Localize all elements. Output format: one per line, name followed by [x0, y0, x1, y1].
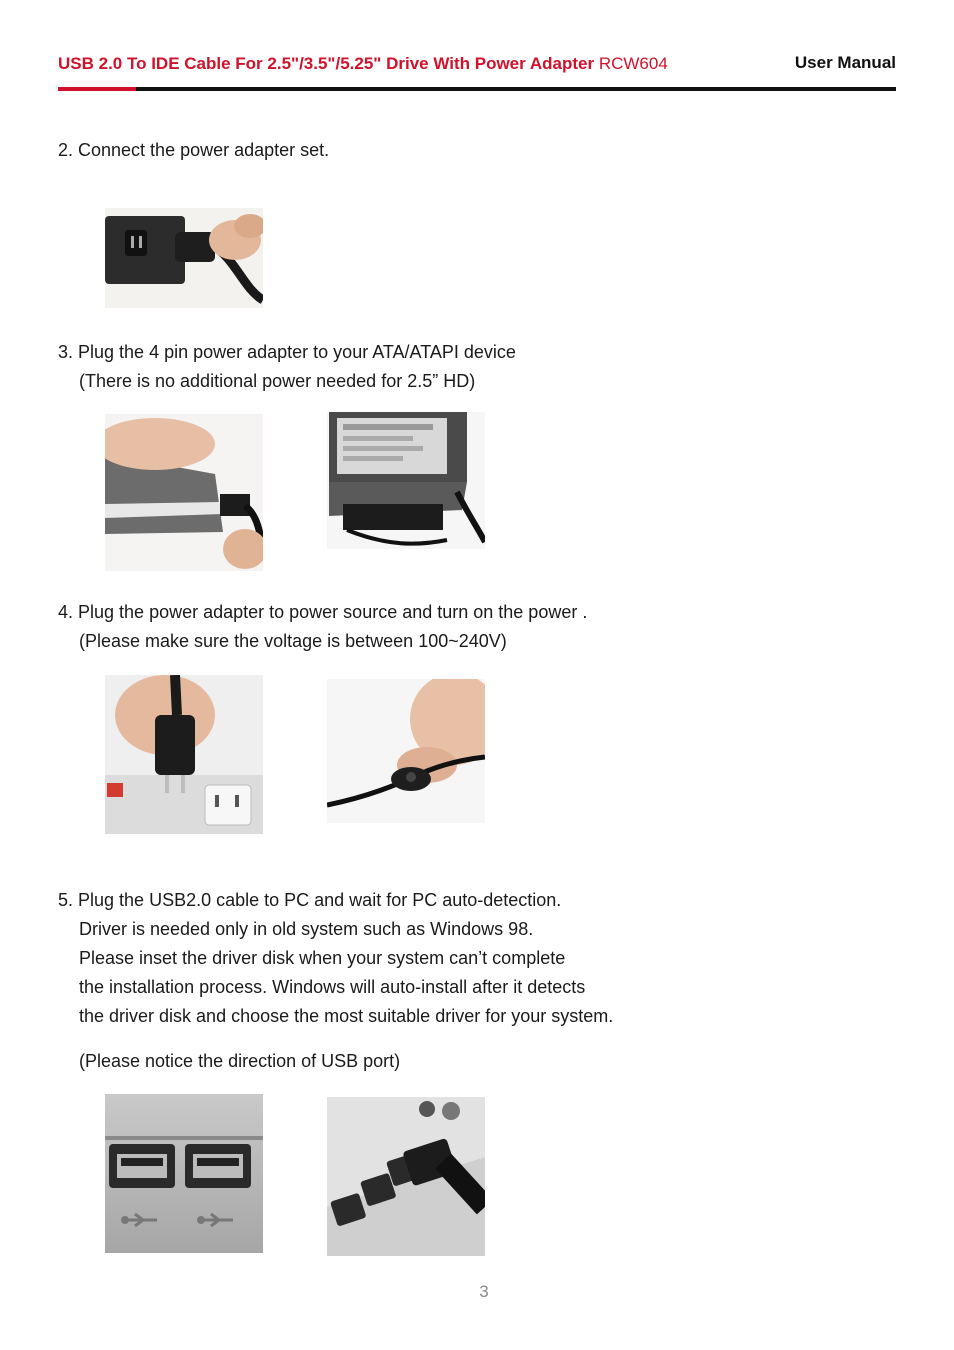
photo-hard-drive-connected	[327, 412, 485, 549]
header-rule-accent	[58, 87, 136, 91]
photo-usb-ports-closeup	[105, 1094, 263, 1253]
step-line: Driver is needed only in old system such as Windows 98.	[79, 919, 534, 939]
document-model: RCW604	[598, 54, 668, 73]
document-title	[58, 54, 668, 74]
step-line: (Please make sure the voltage is between 100~240V)	[79, 631, 507, 651]
notice-line: (Please notice the direction of USB port)	[79, 1051, 401, 1071]
photo-power-adapter-connect	[105, 208, 263, 308]
step-line: (There is no additional power needed for 2.5” HD)	[79, 371, 476, 391]
step-line: the installation process. Windows will auto-install after it detects	[79, 977, 586, 997]
photo-plug-into-outlet	[105, 675, 263, 834]
header-rule	[58, 87, 896, 91]
step-line: the driver disk and choose the most suitable driver for your system.	[79, 1006, 614, 1026]
usb-direction-notice	[58, 1047, 400, 1076]
step-5-text	[58, 886, 613, 1031]
step-line: 5. Plug the USB2.0 cable to PC and wait for PC auto-detection.	[58, 890, 562, 910]
step-3-text	[58, 338, 516, 396]
photo-power-switch	[327, 679, 485, 823]
photo-usb-plug-insert	[327, 1097, 485, 1256]
step-2-text	[58, 136, 329, 165]
document-title-bold: USB 2.0 To IDE Cable For 2.5"/3.5"/5.25" Drive With Power Adapter	[58, 54, 595, 73]
step-4-text	[58, 598, 587, 656]
step-line: Please inset the driver disk when your system can’t complete	[79, 948, 566, 968]
step-line: 4. Plug the power adapter to power source and turn on the power .	[58, 602, 588, 622]
photo-plug-4pin-hand	[105, 414, 263, 571]
page-number: 3	[479, 1282, 489, 1301]
step-line: 2. Connect the power adapter set.	[58, 140, 330, 160]
manual-label: User Manual	[794, 53, 896, 72]
step-line: 3. Plug the 4 pin power adapter to your ATA/ATAPI device	[58, 342, 516, 362]
